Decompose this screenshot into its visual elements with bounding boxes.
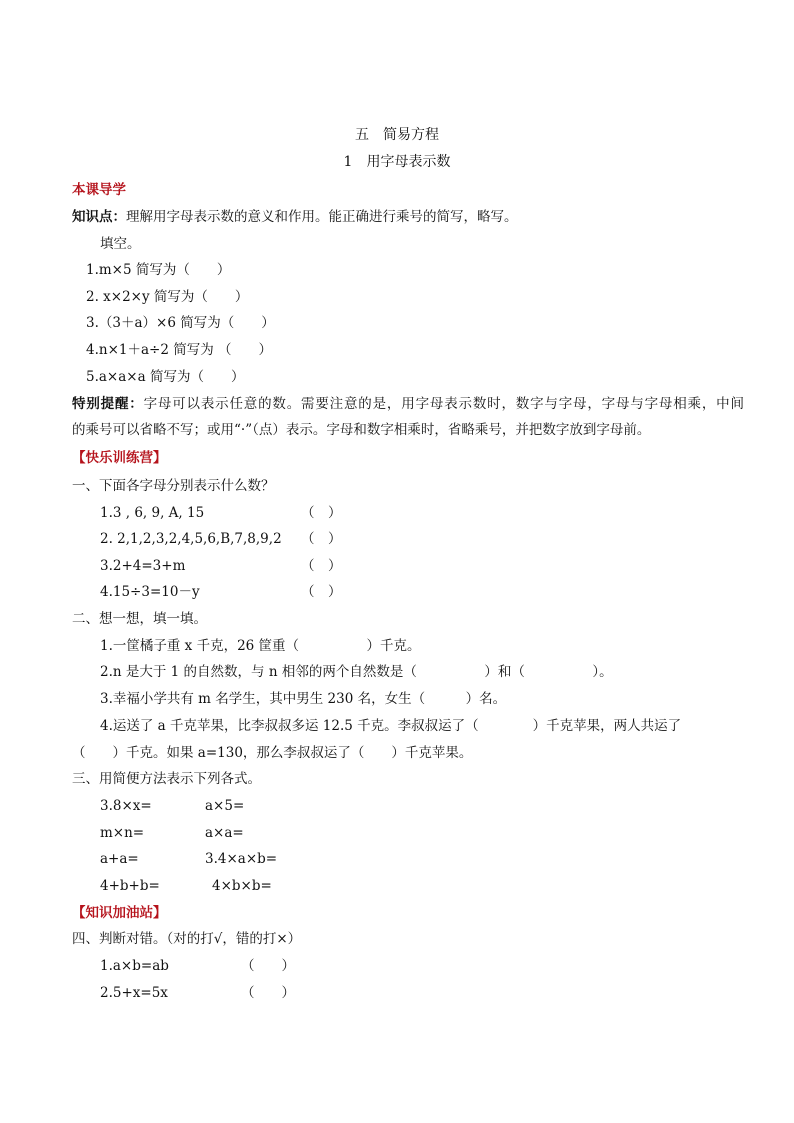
guide-item: 4.n×1＋a÷2 简写为 （ ）	[86, 342, 273, 358]
answer-blank: （ ）	[301, 505, 342, 521]
question-4-title: 四、判断对错。（对的打√，错的打×）	[72, 931, 302, 947]
q1-item	[100, 530, 342, 548]
lesson-title: 1 用字母表示数	[343, 154, 451, 170]
q3-row	[100, 877, 272, 895]
q1-item-text: 4.15÷3=10－y	[100, 584, 200, 600]
question-3-title: 三、用简便方法表示下列各式。	[72, 771, 261, 787]
q4-item	[100, 984, 295, 1002]
answer-blank: （ ）	[301, 584, 342, 600]
answer-blank: （ ）	[241, 958, 295, 974]
guide-item: 5.a×a×a 简写为（ ）	[86, 369, 245, 385]
q2-item: 2.n 是大于 1 的自然数，与 n 相邻的两个自然数是（ ）和（ ）。	[100, 664, 613, 680]
q4-item	[100, 957, 295, 975]
guide-heading: 本课导学	[72, 182, 126, 198]
guide-item: 2. x×2×y 简写为（ ）	[86, 289, 249, 305]
q1-item	[100, 583, 342, 601]
q2-item: 1.一筐橘子重 x 千克，26 筐重（ ）千克。	[100, 638, 421, 654]
q4-item-text: 2.5+x=5x	[100, 985, 168, 1001]
knowledge-text: 理解用字母表示数的意义和作用。能正确进行乘号的简写，略写。	[126, 209, 518, 225]
answer-blank: （ ）	[301, 558, 342, 574]
q3-expression: a×a=	[205, 825, 244, 841]
answer-blank: （ ）	[241, 985, 295, 1001]
practice-heading: 【快乐训练营】	[72, 450, 167, 466]
knowledge-point	[72, 208, 518, 226]
answer-blank: （ ）	[301, 531, 342, 547]
q1-item	[100, 504, 342, 522]
q3-expression: 3.8×x=	[100, 798, 152, 814]
q3-expression: a+a=	[100, 851, 139, 867]
tip-label: 特别提醒：	[72, 396, 144, 412]
q3-row	[100, 824, 244, 842]
q4-item-text: 1.a×b=ab	[100, 958, 169, 974]
guide-item: 3.（3＋a）×6 简写为（ ）	[86, 315, 275, 331]
q2-item: 3.幸福小学共有 m 名学生，其中男生 230 名，女生（ ）名。	[100, 691, 507, 707]
knowledge-label: 知识点：	[72, 209, 126, 225]
q3-expression: 4+b+b=	[100, 878, 160, 894]
special-tip-line1	[72, 395, 744, 413]
q2-item-4-line2: （ ）千克。如果 a=130，那么李叔叔运了（ ）千克苹果。	[72, 745, 473, 761]
q3-expression: a×5=	[205, 798, 245, 814]
tip-text: 字母可以表示任意的数。需要注意的是，用字母表示数时，数字与字母，字母与字母相乘，中间	[143, 396, 745, 412]
guide-item: 1.m×5 简写为（ ）	[86, 262, 231, 278]
q1-item	[100, 557, 342, 575]
q1-item-text: 3.2+4=3+m	[100, 558, 186, 574]
fill-in-instruction: 填空。	[100, 236, 141, 252]
q3-row	[100, 850, 278, 868]
q3-row	[100, 797, 245, 815]
q1-item-text: 1.3 , 6, 9, A, 15	[100, 505, 205, 521]
q3-expression: 4×b×b=	[212, 878, 272, 894]
boost-heading: 【知识加油站】	[72, 905, 167, 921]
chapter-title: 五 简易方程	[355, 127, 439, 143]
q3-expression: 3.4×a×b=	[205, 851, 278, 867]
special-tip-line2: 的乘号可以省略不写；或用“·”（点）表示。字母和数字相乘时，省略乘号，并把数字放到字母前。	[72, 422, 651, 438]
question-2-title: 二、想一想，填一填。	[72, 611, 207, 627]
q3-expression: m×n=	[100, 825, 145, 841]
q1-item-text: 2. 2,1,2,3,2,4,5,6,B,7,8,9,2	[100, 531, 282, 547]
question-1-title: 一、下面各字母分别表示什么数？	[72, 478, 275, 494]
q2-item-4-line1: 4.运送了 a 千克苹果，比李叔叔多运 12.5 千克。李叔叔运了（ ）千克苹果，两人共运了	[100, 718, 682, 734]
